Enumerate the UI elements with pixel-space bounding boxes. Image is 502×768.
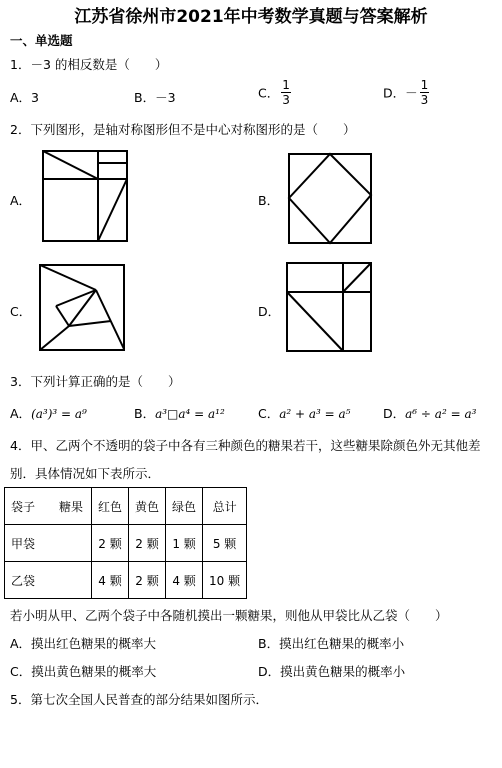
q3-option-d: [383, 404, 476, 422]
table-cell: 甲袋: [5, 525, 92, 562]
q2-option-a-label: A．: [10, 193, 32, 208]
q1-option-b: B．－3: [134, 90, 176, 105]
table-cell: 2 颗: [129, 525, 166, 562]
q1-option-a: A．3: [10, 90, 40, 105]
q4-follow-up: 若小明从甲、乙两个袋子中各随机摸出一颗糖果，则他从甲袋比从乙袋（ ）: [10, 608, 448, 623]
table-cell: 5 颗: [203, 525, 247, 562]
table-cell: 2 颗: [129, 562, 166, 599]
page-title: 江苏省徐州市2021年中考数学真题与答案解析: [74, 7, 428, 27]
q2-option-d-label: D．: [258, 304, 281, 319]
q3-option-d-label: D．: [383, 406, 406, 421]
table-cell: 10 颗: [203, 562, 247, 599]
q3-option-b-expr: a³□a⁴ = a¹²: [155, 407, 225, 421]
table-cell: 4 颗: [92, 562, 129, 599]
q3-option-a-expr: (a³)³ = a⁹: [31, 407, 87, 421]
table-cell: 乙袋: [5, 562, 92, 599]
q1-d-numerator: 1: [420, 78, 429, 92]
q2-figure-b: [288, 153, 372, 244]
table-header-cell: 袋子 糖果: [5, 488, 92, 525]
q4-stem-line2: 别．具体情况如下表所示．: [10, 466, 161, 481]
table-header-cell: 红色: [92, 488, 129, 525]
q4-option-d: D．摸出黄色糖果的概率小: [258, 664, 406, 679]
q1-d-denominator: 3: [420, 93, 429, 107]
table-header-cell: 黄色: [129, 488, 166, 525]
q2-option-c-label: C．: [10, 304, 32, 319]
q5-stem: 5．第七次全国人民普查的部分结果如图所示．: [10, 692, 268, 707]
q3-option-d-expr: a⁶ ÷ a² = a³: [405, 407, 477, 421]
candy-table: [4, 487, 247, 599]
q3-stem: 3．下列计算正确的是（ ）: [10, 374, 181, 389]
q3-option-b: [134, 404, 225, 422]
q1-c-denominator: 3: [282, 93, 290, 107]
table-header-cell: 绿色: [166, 488, 203, 525]
q2-stem: 2．下列图形，是轴对称图形但不是中心对称图形的是（ ）: [10, 122, 356, 137]
q1-c-numerator: 1: [282, 78, 290, 92]
q4-option-a: A．摸出红色糖果的概率大: [10, 636, 157, 651]
q2-figure-a: [42, 150, 128, 242]
q3-option-b-label: B．: [134, 406, 156, 421]
table-row: [5, 525, 247, 562]
q3-option-a: [10, 404, 87, 422]
q3-option-a-label: A．: [10, 406, 32, 421]
q4-option-c: C．摸出黄色糖果的概率大: [10, 664, 157, 679]
q1-option-d: [383, 78, 429, 107]
q4-option-b: B．摸出红色糖果的概率小: [258, 636, 405, 651]
q3-option-c-expr: a² + a³ = a⁵: [279, 407, 351, 421]
table-header-row: [5, 488, 247, 525]
q4-stem-line1: 4．甲、乙两个不透明的袋子中各有三种颜色的糖果若干，这些糖果除颜色外无其他差: [10, 438, 481, 453]
q1-option-c: [258, 78, 291, 107]
q1-stem: 1．－3 的相反数是（ ）: [10, 57, 168, 72]
table-cell: 4 颗: [166, 562, 203, 599]
q1-option-c-label: C．: [258, 85, 280, 101]
table-cell: 2 颗: [92, 525, 129, 562]
table-row: [5, 562, 247, 599]
q3-option-c: [258, 404, 351, 422]
table-header-cell: 总计: [203, 488, 247, 525]
q2-figure-d: [286, 262, 372, 352]
section-heading: 一、单选题: [10, 33, 73, 48]
q1-option-d-fraction: [420, 78, 430, 107]
q3-option-c-label: C．: [258, 406, 280, 421]
q1-option-d-label: D．－: [383, 85, 418, 101]
q1-option-c-fraction: [281, 78, 291, 107]
q2-option-b-label: B．: [258, 193, 280, 208]
table-cell: 1 颗: [166, 525, 203, 562]
q2-figure-c: [39, 264, 125, 351]
